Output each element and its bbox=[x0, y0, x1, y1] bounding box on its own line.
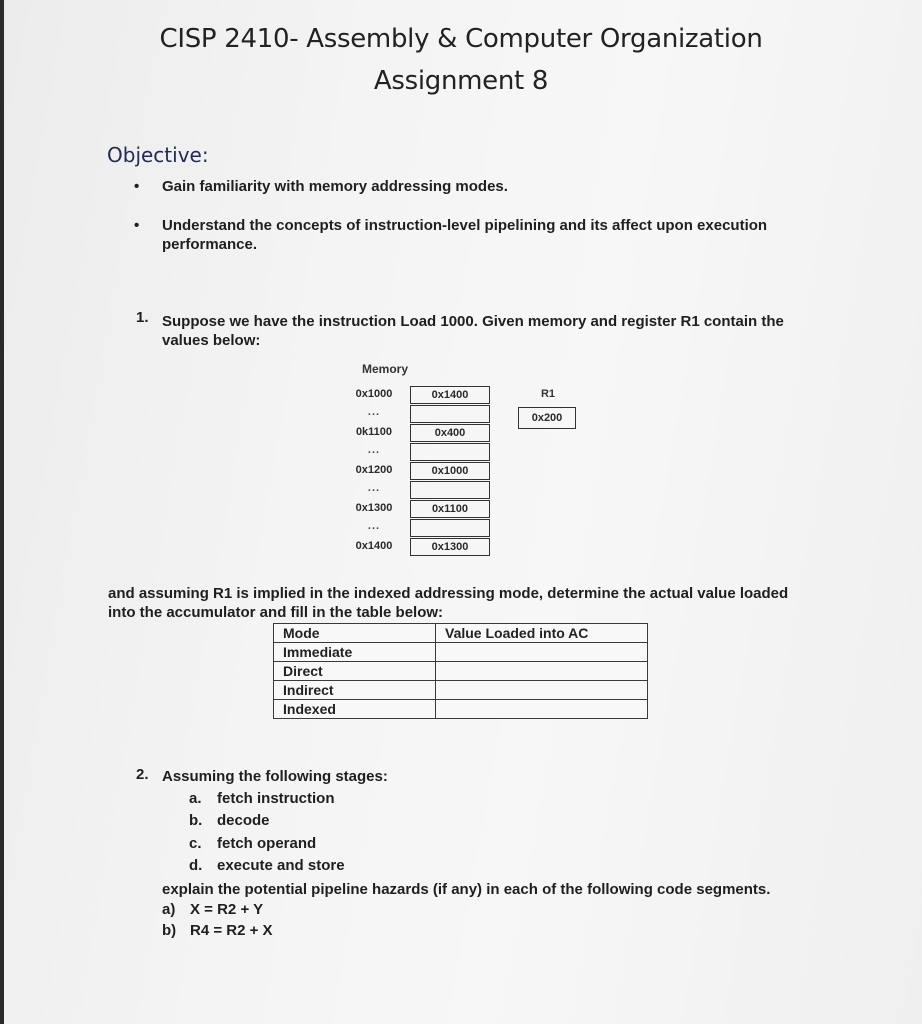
stage-text: decode bbox=[217, 812, 270, 829]
mode-cell: Immediate bbox=[274, 643, 436, 662]
code-segment bbox=[162, 922, 273, 939]
memory-address: 0x1000 bbox=[355, 388, 393, 400]
answer-cell[interactable] bbox=[436, 681, 648, 700]
memory-address: 0k1100 bbox=[355, 426, 393, 438]
mode-cell: Direct bbox=[274, 662, 436, 681]
memory-label: Memory bbox=[362, 362, 409, 376]
register-r1-label: R1 bbox=[540, 388, 556, 400]
memory-cell-empty bbox=[410, 443, 490, 461]
table-header-mode: Mode bbox=[274, 624, 436, 643]
answer-cell[interactable] bbox=[436, 643, 648, 662]
course-title: CISP 2410- Assembly & Computer Organization bbox=[159, 24, 763, 54]
memory-ellipsis: ... bbox=[367, 444, 381, 456]
segment-letter: a) bbox=[162, 901, 176, 918]
memory-address: 0x1200 bbox=[355, 464, 393, 476]
memory-cell-empty bbox=[410, 405, 490, 423]
stage-item bbox=[189, 790, 335, 807]
memory-cell: 0x1000 bbox=[410, 462, 490, 480]
question-1-followup: and assuming R1 is implied in the indexed addressing mode, determine the actual value loaded into the accumulator and fill in the table below: bbox=[108, 585, 789, 621]
table-row bbox=[274, 643, 648, 662]
table-header-value: Value Loaded into AC bbox=[436, 624, 648, 643]
stage-item bbox=[189, 812, 270, 829]
question-2-instruction: explain the potential pipeline hazards (if any) in each of the following code segments. bbox=[162, 881, 771, 898]
memory-cell: 0x1100 bbox=[410, 500, 490, 518]
memory-cell-empty bbox=[410, 519, 490, 537]
addressing-mode-table bbox=[273, 623, 648, 719]
objective-item-2: • Understand the concepts of instruction-level pipelining and its affect upon execution performance. bbox=[162, 216, 812, 254]
table-row bbox=[274, 662, 648, 681]
assignment-title: Assignment 8 bbox=[373, 66, 549, 96]
stage-text: fetch operand bbox=[217, 835, 317, 852]
segment-code: X = R2 + Y bbox=[190, 901, 264, 918]
question-1-text: Suppose we have the instruction Load 1000. Given memory and register R1 contain the values below: bbox=[162, 313, 784, 349]
stage-item bbox=[189, 835, 316, 852]
segment-letter: b) bbox=[162, 922, 177, 939]
answer-cell[interactable] bbox=[436, 700, 648, 719]
mode-cell: Indirect bbox=[274, 681, 436, 700]
table-header-row bbox=[274, 624, 648, 643]
question-2-intro: Assuming the following stages: bbox=[162, 768, 388, 785]
mode-cell: Indexed bbox=[274, 700, 436, 719]
segment-code: R4 = R2 + X bbox=[190, 922, 273, 939]
answer-cell[interactable] bbox=[436, 662, 648, 681]
objective-heading: Objective: bbox=[107, 143, 209, 167]
question-2-number: 2. bbox=[136, 766, 149, 783]
memory-cell: 0x400 bbox=[410, 424, 490, 442]
stage-letter: a. bbox=[189, 790, 202, 807]
question-1-number: 1. bbox=[136, 309, 149, 326]
memory-cell: 0x1400 bbox=[410, 386, 490, 404]
memory-ellipsis: ... bbox=[367, 406, 381, 418]
memory-address: 0x1300 bbox=[355, 502, 393, 514]
memory-cell: 0x1300 bbox=[410, 538, 490, 556]
stage-letter: d. bbox=[189, 857, 203, 874]
stage-letter: b. bbox=[189, 812, 203, 829]
table-row bbox=[274, 700, 648, 719]
stage-letter: c. bbox=[189, 835, 202, 852]
objective-item-1: • Gain familiarity with memory addressing modes. bbox=[162, 177, 812, 196]
stage-item bbox=[189, 857, 345, 874]
memory-address: 0x1400 bbox=[355, 540, 393, 552]
register-r1-value: 0x200 bbox=[518, 407, 576, 429]
code-segment bbox=[162, 901, 263, 918]
memory-ellipsis: ... bbox=[367, 520, 381, 532]
stage-text: fetch instruction bbox=[217, 790, 335, 807]
memory-cell-empty bbox=[410, 481, 490, 499]
table-row bbox=[274, 681, 648, 700]
stage-text: execute and store bbox=[217, 857, 345, 874]
memory-ellipsis: ... bbox=[367, 482, 381, 494]
